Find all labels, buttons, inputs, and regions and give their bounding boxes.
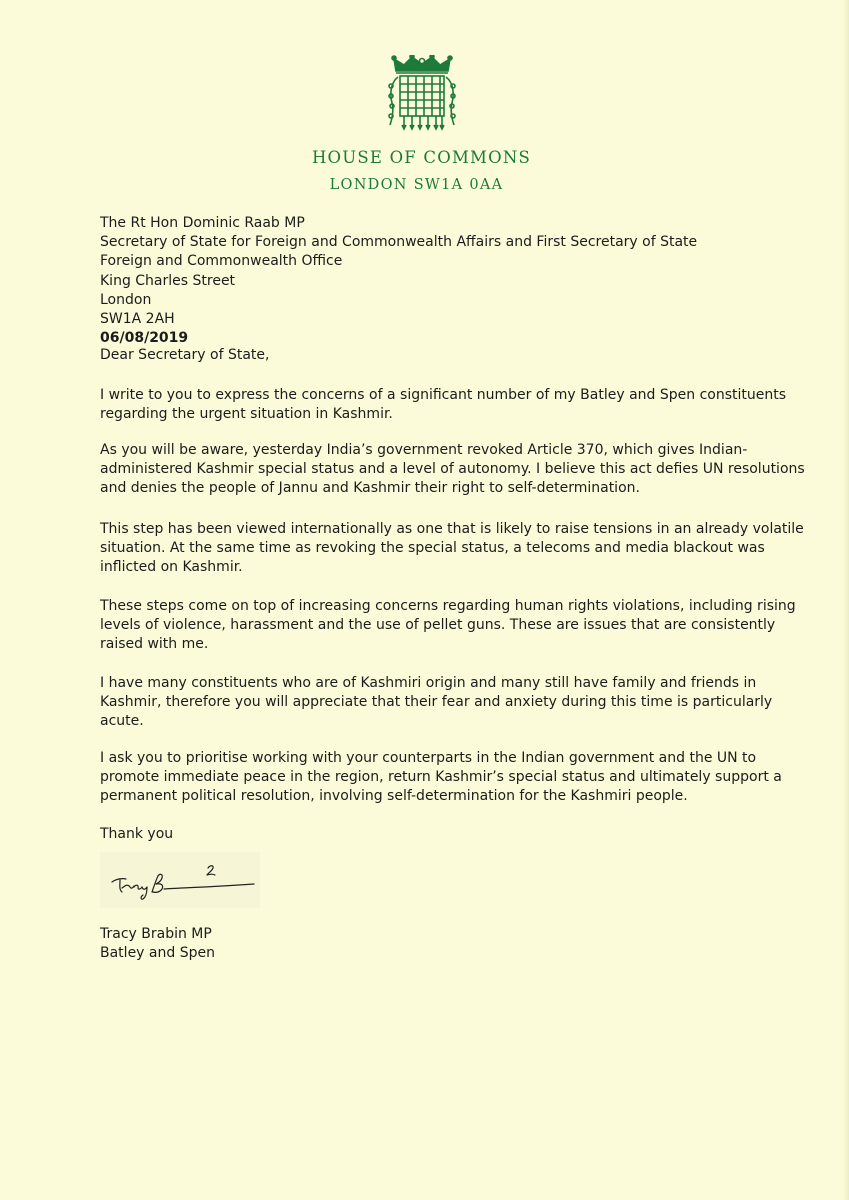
portcullis-crest-icon: [384, 55, 460, 133]
paragraph-1: I write to you to express the concerns of a significant number of my Batley and Spen constituents regarding the urgent situation in Kashmir.: [100, 387, 787, 423]
recipient-city: London: [100, 291, 152, 308]
signatory-constituency: Batley and Spen: [100, 945, 215, 962]
recipient-address-block: [100, 214, 740, 348]
recipient-street: King Charles Street: [100, 272, 236, 289]
paragraph-2: As you will be aware, yesterday India’s government revoked Article 370, which gives Indian- administered Kashmir special status and a level of autonomy. I believe this act defies UN resolutions and denies the people of Jannu and Kashmir their right to self-determination.: [100, 442, 805, 497]
handwritten-signature-icon: [100, 852, 260, 908]
paragraph-5: I have many constituents who are of Kashmiri origin and many still have family and friends in Kashmir, therefore you will appreciate that their fear and anxiety during this time is particularly acute.: [100, 675, 773, 730]
paragraph-6: I ask you to prioritise working with your counterparts in the Indian government and the UN to promote immediate peace in the region, return Kashmir’s special status and ultimately support a permanent political resolution, involving self-determination for the Kashmiri people.: [100, 750, 782, 805]
closing: Thank you: [100, 826, 174, 842]
page-edge-shadow: [843, 0, 849, 1200]
letterhead-institution: HOUSE OF COMMONS: [311, 148, 532, 167]
signatory-block: [100, 925, 740, 963]
recipient-name: The Rt Hon Dominic Raab MP: [100, 215, 305, 231]
paragraph-4: These steps come on top of increasing concerns regarding human rights violations, including rising levels of violence, harassment and the use of pellet guns. These are issues that are consistently raised with me.: [100, 598, 796, 653]
letter-date: 06/08/2019: [100, 330, 189, 347]
paragraph-3: This step has been viewed internationally as one that is likely to raise tensions in an already volatile situation. At the same time as revoking the special status, a telecoms and media blackout was inflicted on Kashmir.: [100, 521, 804, 576]
salutation: Dear Secretary of State,: [100, 347, 270, 363]
recipient-postcode: SW1A 2AH: [100, 311, 175, 328]
recipient-office: Foreign and Commonwealth Office: [100, 253, 343, 270]
recipient-title: Secretary of State for Foreign and Commonwealth Affairs and First Secretary of State: [100, 234, 698, 251]
letterhead-address: LONDON SW1A 0AA: [329, 177, 504, 193]
signatory-name: Tracy Brabin MP: [100, 926, 212, 942]
